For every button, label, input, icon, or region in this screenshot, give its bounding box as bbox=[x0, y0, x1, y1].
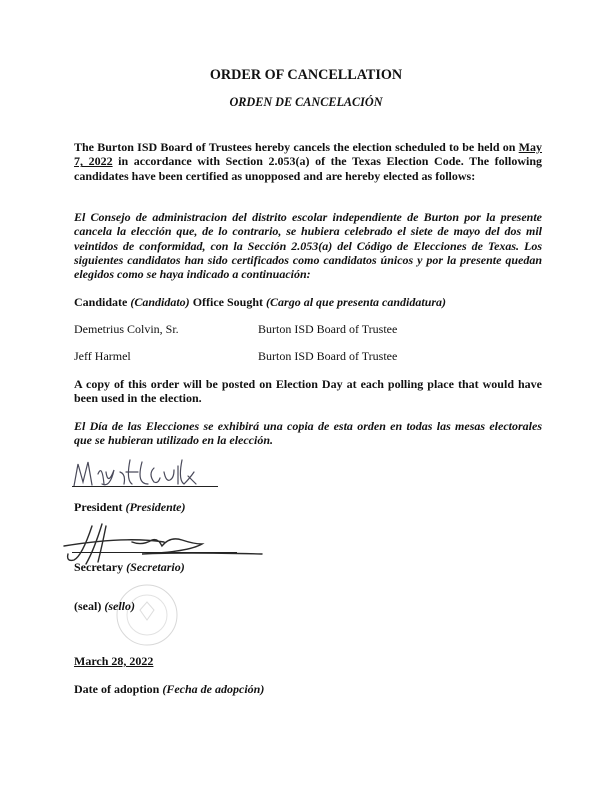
seal-label: (seal) bbox=[74, 599, 102, 613]
adoption-label-row bbox=[74, 682, 264, 697]
candidate-header-es: (Candidato) bbox=[130, 295, 190, 309]
election-date: May 7, 2022 bbox=[74, 140, 542, 169]
secretary-signature-line bbox=[72, 552, 237, 553]
page-subtitle: ORDEN DE CANCELACIÓN bbox=[229, 95, 383, 109]
office-header: Office Sought bbox=[192, 295, 264, 309]
secretary-label-row bbox=[74, 560, 185, 575]
adoption-date: March 28, 2022 bbox=[74, 654, 154, 668]
english-paragraph bbox=[74, 140, 542, 183]
candidate-name: Demetrius Colvin, Sr. bbox=[74, 322, 179, 336]
secretary-label-es: (Secretario) bbox=[126, 560, 185, 574]
office-header-es: (Cargo al que presenta candidatura) bbox=[266, 295, 447, 309]
candidate-office: Burton ISD Board of Trustee bbox=[258, 349, 398, 363]
spanish-paragraph: El Consejo de administracion del distrito escolar independiente de Burton por la presente cancela la elección que, de lo contrario, se hubiera celebrado el siete de mayo del dos mil veintidos de conformidad, con la Sección 2.053(a) del Código de Elecciones de Texas. Los siguientes candidatos han sido certificados como candidatos únicos y por la presente quedan elegidos como se haya indicado a continuación: bbox=[74, 210, 542, 282]
adoption-label-es: (Fecha de adopción) bbox=[162, 682, 265, 696]
english-paragraph-end: in accordance with Section 2.053(a) of the Texas Election Code. The following candidates have been certified as unopposed and are hereby elected as follows: bbox=[74, 154, 543, 183]
candidates-header bbox=[74, 295, 446, 310]
adoption-label: Date of adoption bbox=[74, 682, 160, 696]
posting-paragraph: A copy of this order will be posted on Election Day at each polling place that would have been used in the election. bbox=[74, 377, 542, 406]
president-label-es: (Presidente) bbox=[125, 500, 186, 514]
president-label: President bbox=[74, 500, 123, 514]
page-title: ORDER OF CANCELLATION bbox=[209, 67, 403, 83]
candidate-office: Burton ISD Board of Trustee bbox=[258, 322, 398, 336]
secretary-label: Secretary bbox=[74, 560, 124, 574]
posting-paragraph-es: El Día de las Elecciones se exhibirá una copia de esta orden en todas las mesas electorales que se hubieran utilizado en la elección. bbox=[74, 419, 542, 448]
candidate-header: Candidate bbox=[74, 295, 128, 309]
seal-emboss bbox=[112, 580, 182, 650]
candidate-name: Jeff Harmel bbox=[74, 349, 131, 363]
seal-label-es: (sello) bbox=[104, 599, 135, 613]
president-label-row bbox=[74, 500, 185, 515]
english-paragraph-start: The Burton ISD Board of Trustees hereby cancels the election scheduled to be held on bbox=[74, 140, 519, 154]
president-signature-line bbox=[72, 486, 218, 487]
seal-label-row bbox=[74, 599, 135, 614]
